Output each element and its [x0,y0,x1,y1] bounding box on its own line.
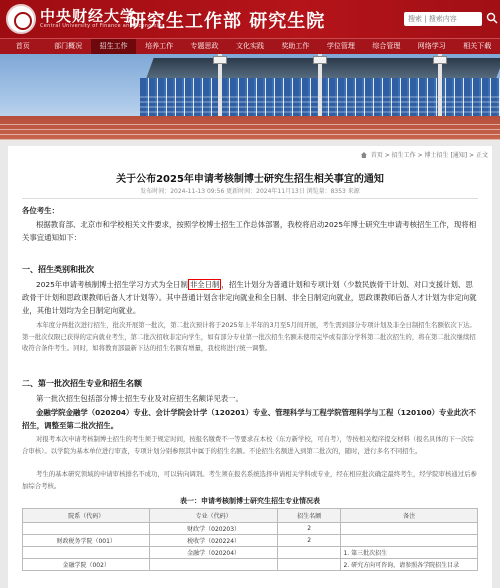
main-nav [0,38,500,54]
table-cell: 金融学院（002） [23,559,150,571]
section1-text-before: 2025年申请考核制博士招生学习方式为全日制 [36,280,188,289]
section1-text-after: ，招生计划分为普通计划和专项计划（少数民族骨干计划、对口支援计划、思政骨干计划和思政课教师后备人才计划等）。其中普通计划含非定向就业和全日制、非全日制定向就业，思政课教师后备人才计划为非定向就业，其他计划均为全日制定向就业。 [22,280,477,315]
banner-floodlight [433,56,447,64]
nav-item-ideology[interactable]: 专题思政 [190,42,219,50]
banner-floodlight [313,56,327,64]
table-cell: 2 [277,535,341,547]
table-cell [277,547,341,559]
table-cell [23,523,150,535]
nav-item-degree[interactable]: 学位管理 [326,42,355,50]
banner-track-lines [0,120,500,140]
university-english-name: Central University of Finance and Economics [40,23,165,29]
university-logo[interactable] [6,4,36,34]
section2-note-2: 考生的基本研究领域的申请审核排名不成功，可以转向调剂。考生须在报名系统选择申请相关学科或专业，经在相应批次确定最终考生，经学院审核通过后参加综合考核。 [22,470,477,490]
section2-heading: 二、第一批次招生专业和招生名额 [22,379,142,388]
section1-heading: 一、招生类别和批次 [22,265,94,274]
table-cell [23,547,150,559]
section1-paragraph [22,278,478,317]
breadcrumb-notice[interactable]: [通知] [450,152,468,159]
article-meta: 发布时间：2024-11-13 09:56 更新时间：2024年11月13日 浏览量：8353 来源 [140,188,360,195]
table-cell: 2 [277,523,341,535]
table-row [23,535,478,547]
intro-paragraph: 根据教育部、北京市和学校相关文件要求，按照学校博士招生工作总体部署，我校将启动2025年博士研究生申请考核招生工作，现将相关事宜通知如下： [22,220,477,242]
section1-note: 本年度分两批次进行招生，批次开展第一批次，第二批次预计将于2025年上半年的3月至5月间开展，考生需到部分专项计划及非全日制招生名额依次下达。第一批次仅限已获得的定向就业考生，第二批次招收非定向学生，如有部分专业第一批次招生名额未使用完毕或有部分学科第二批次招生的，将在第二批次继续招收符合条件考生。同时，如将教育部最新下达的招生名额有增量，我校将进行统一调整。 [22,321,476,352]
table-row [23,547,478,559]
table-cell [341,535,478,547]
quota-table [22,508,478,571]
nav-item-overview[interactable]: 部门概况 [54,42,83,50]
breadcrumb-phd[interactable]: 博士招生 [424,152,449,159]
table-cell: 税收学（020224） [150,535,277,547]
table-header-department: 院系（代码） [23,509,150,523]
section2-note: 对报考本次申请考核制博士招生的考生须于规定时间，按报名缴费不一等要求在本校（东方新学校，可自考），等按相关程序提交材料（报名具体的下一次综合审核）。以学院为基本单位进行审查，专项计划分别参照其中属于的招生名额。不论招生名额进入到第二批次的，随时，进行多名不同招生。 [22,435,474,455]
table-cell: 1. 第三批次招生 [341,547,478,559]
nav-item-aid[interactable]: 奖助工作 [281,42,310,50]
nav-item-downloads[interactable]: 相关下载 [463,42,492,50]
table-header-quota: 招生名额 [277,509,341,523]
breadcrumb: 首页 > 招生工作 > 博士招生 [通知] > 正文 [361,150,488,159]
table-cell: 2. 研究方向可咨询，请参照各学院招生目录 [341,559,478,571]
table-title: 表一：申请考核制博士研究生招生专业情况表 [180,497,320,505]
table-cell: 财政税务学院（001） [23,535,150,547]
table-row [23,559,478,571]
nav-item-online[interactable]: 网络学习 [417,42,446,50]
breadcrumb-current: 正文 [475,152,488,159]
search-icon[interactable] [486,12,498,24]
table-header-major: 专业（代码） [150,509,277,523]
section2-paragraph: 第一批次招生包括部分博士招生专业及对应招生名额详见表一。 [36,394,243,403]
table-cell [341,523,478,535]
nav-item-home[interactable]: 首页 [15,42,30,50]
table-header-row [23,509,478,523]
nav-item-admin[interactable]: 综合管理 [372,42,401,50]
breadcrumb-home[interactable]: 首页 [370,152,383,159]
stadium-banner [0,54,500,140]
home-icon [361,152,367,158]
nav-item-culture[interactable]: 文化实践 [235,42,264,50]
section2-notice-bold: 金融学院金融学（020204）专业、会计学院会计学（120201）专业、管理科学与工程学院管理科学与工程（120100）专业此次不招生，调整至第二批次招生。 [22,408,476,430]
table-cell [277,559,341,571]
greeting: 各位考生： [22,206,59,215]
nav-item-admissions[interactable]: 招生工作 [91,39,136,54]
table-header-remarks: 备注 [341,509,478,523]
article-title: 关于公布2025年申请考核制博士研究生招生相关事宜的通知 [116,174,384,185]
search-input[interactable]: 搜索 | 搜索内容 [404,12,482,26]
site-header [0,0,500,38]
table-row [23,523,478,535]
university-name[interactable]: 中央财经大学 [40,7,137,25]
table-cell: 金融学（020204） [150,547,277,559]
table-cell: 财政学（020203） [150,523,277,535]
highlight-part-time: 非全日制 [189,280,220,289]
nav-item-training[interactable]: 培养工作 [145,42,174,50]
article-card [8,146,492,588]
breadcrumb-admissions[interactable]: 招生工作 [391,152,416,159]
department-title: 研究生工作部 研究生院 [128,11,326,32]
table-cell [150,559,277,571]
banner-floodlight [213,56,227,64]
title-divider [22,198,478,199]
